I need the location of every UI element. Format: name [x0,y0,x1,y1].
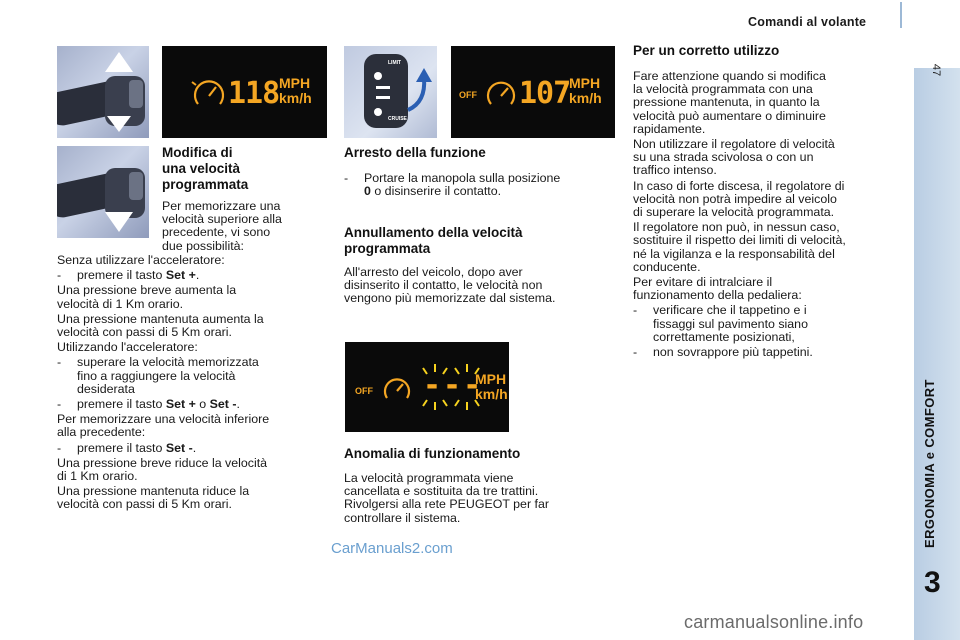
arresto-body [344,172,624,200]
watermark-link[interactable]: CarManuals2.com [331,540,453,557]
display-unit-mph: MPH [279,75,311,91]
heading-anomalia: Anomalia di funzionamento [344,446,521,461]
speed-display-set-speed [162,46,327,138]
lever-up-illustration [57,46,149,138]
page-header-title: Comandi al volante [748,15,867,29]
annullamento-body: All'arresto del veicolo, dopo aver disinserito il contatto, le velocità non vengono più memorizzate dal sistema. [344,265,556,306]
anomalia-body: La velocità programmata viene cancellata e sostituita da tre trattini. Rivolgersi alla rete PEUGEOT per far controllare il sistema. [344,471,549,525]
switch-label-cruise: CRUISE [388,116,407,122]
display-unit-kmh: km/h [475,386,508,402]
list-item: - Portare la manopola sulla posizione 0 o disinserire il contatto. [344,171,561,199]
lever-down-icon [57,146,149,238]
list-item: - verificare che il tappetino e i fissaggi sul pavimento siano correttamente posizionati, [633,303,808,344]
speed-display-off [451,46,615,138]
display-status-off: OFF [355,386,373,396]
display-unit-kmh: km/h [279,90,312,106]
modifica-intro: Per memorizzare una velocità superiore alla precedente, vi sono due possibilità: [162,199,282,253]
list-item: - premere il tasto Set -. [57,440,197,455]
list-item: - superare la velocità memorizzata fino a raggiungere la velocità desiderata [57,355,259,396]
heading-modifica: Modifica di una velocità programmata [162,145,249,192]
chapter-label: ERGONOMIA e COMFORT [922,379,937,548]
chapter-number: 3 [924,566,941,599]
lever-up-icon [57,46,149,138]
heading-annullamento: Annullamento della velocità programmata [344,225,523,256]
display-dashes: --- [423,368,484,403]
display-unit-mph: MPH [475,371,507,387]
display-unit-kmh: km/h [569,90,602,106]
list-item: - premere il tasto Set +. [57,268,200,283]
display-speed-value: 118 [228,76,280,111]
heading-corretto-utilizzo: Per un corretto utilizzo [633,43,780,58]
footer-watermark: carmanualsonline.info [684,612,864,632]
display-speed-value: 107 [519,76,571,111]
list-item: - non sovrappore più tappetini. [633,345,813,360]
page-number: 47 [930,63,943,77]
display-status-off: OFF [459,90,477,100]
display-unit-mph: MPH [569,75,601,91]
speed-display-anomaly [345,342,509,432]
cruise-switch-illustration [344,46,437,138]
heading-arresto: Arresto della funzione [344,145,486,160]
list-item: - premere il tasto Set + o Set -. [57,397,240,412]
lever-down-illustration [57,146,149,238]
modifica-body: Senza utilizzare l'acceleratore: - premere il tasto Set +. Una pressione breve aumenta la velocità di 1 Km orario. Una pressione mantenuta aumenta la velocità con passi di 5 Km orari. Utilizzando l'acceleratore: - superare la velocità memorizzata fino a raggiungere la velocità desiderata - premere il tasto Set + o Set -. Per memorizzare una velocità inferiore alla precedente: - premere il tasto Set -. Una pressione breve riduce la velocità di 1 Km orario. Una pressione mantenuta riduce la velocità con passi di 5 Km orari. [57,254,337,514]
header-divider [900,2,902,28]
corretto-body: Fare attenzione quando si modifica la velocità programmata con una pressione mantenuta, in quanto la velocità può aumentare o diminuire rapidamente. Non utilizzare il regolatore di velocità su una strada scivolosa o con un traffico intenso. In caso di forte discesa, il regolatore di velocità non potrà impedire al veicolo di superare la velocità programmata. Il regolatore non può, in nessun caso, sostituire il rispetto dei limiti di velocità, né la vigilanza e la responsabilità del conducente. Per evitare di intralciare il funzionamento della pedaliera: - verificare che il tappetino e i fissaggi sul pavimento siano correttamente posizionati, - non sovrappore più tappetini. [633,70,908,361]
switch-label-limit: LIMIT [388,60,402,66]
